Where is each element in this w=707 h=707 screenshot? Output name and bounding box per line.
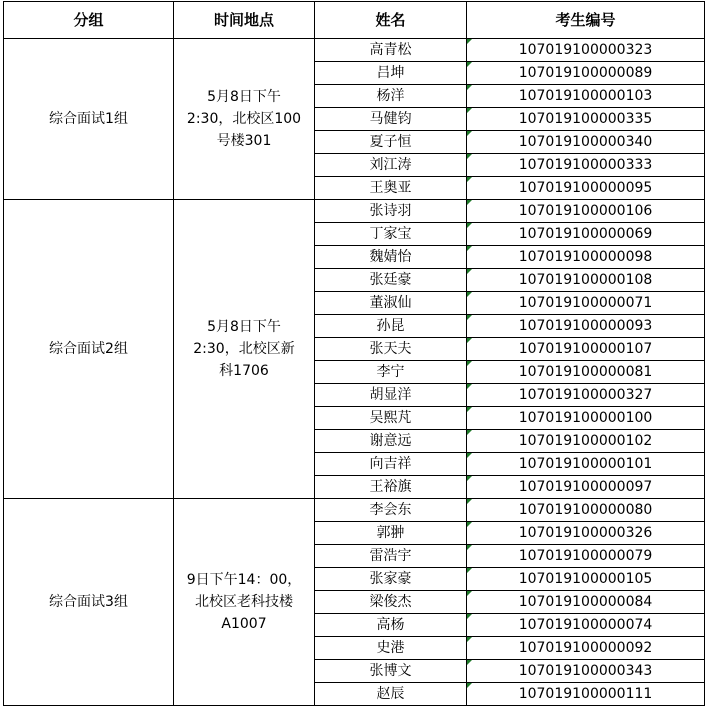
group-name-cell: 综合面试2组 (4, 200, 174, 499)
student-name-cell: 马健钧 (315, 108, 467, 131)
text-number-indicator-icon (467, 407, 472, 412)
candidate-id-text: 107019100000111 (518, 686, 653, 702)
candidate-id-text: 107019100000081 (518, 364, 653, 380)
candidate-id-cell (467, 591, 705, 614)
student-name-cell: 夏子恒 (315, 131, 467, 154)
candidate-id-text: 107019100000343 (518, 663, 653, 679)
header-cell-group: 分组 (4, 2, 174, 39)
candidate-id-cell (467, 614, 705, 637)
candidate-id-text: 107019100000074 (518, 617, 653, 633)
text-number-indicator-icon (467, 614, 472, 619)
time-location-line: 科1706 (219, 363, 269, 379)
candidate-id-text: 107019100000098 (518, 249, 653, 265)
text-number-indicator-icon (467, 568, 472, 573)
student-name-cell: 魏婧怡 (315, 246, 467, 269)
student-name-cell: 吴熙芃 (315, 407, 467, 430)
text-number-indicator-icon (467, 269, 472, 274)
student-name-cell: 王裕旗 (315, 476, 467, 499)
time-location-cell (174, 200, 315, 499)
candidate-id-cell (467, 62, 705, 85)
candidate-id-text: 107019100000323 (518, 42, 653, 58)
candidate-id-cell (467, 269, 705, 292)
candidate-id-cell (467, 637, 705, 660)
text-number-indicator-icon (467, 522, 472, 527)
candidate-id-text: 107019100000105 (518, 571, 653, 587)
table-row (4, 200, 705, 223)
time-location-line: 2:30，北校区100 (186, 111, 302, 127)
header-cell-time-location: 时间地点 (174, 2, 315, 39)
candidate-id-cell (467, 430, 705, 453)
candidate-id-text: 107019100000079 (518, 548, 653, 564)
student-name-cell: 刘江涛 (315, 154, 467, 177)
time-location-line: 北校区老科技楼 (195, 594, 293, 610)
header-row (4, 2, 705, 39)
text-number-indicator-icon (467, 338, 472, 343)
candidate-id-cell (467, 39, 705, 62)
text-number-indicator-icon (467, 85, 472, 90)
candidate-id-cell (467, 361, 705, 384)
text-number-indicator-icon (467, 315, 472, 320)
candidate-id-text: 107019100000097 (518, 479, 653, 495)
time-location-line: 5月8日下午 (207, 319, 281, 335)
candidate-id-cell (467, 522, 705, 545)
text-number-indicator-icon (467, 62, 472, 67)
candidate-id-text: 107019100000101 (518, 456, 653, 472)
candidate-id-cell (467, 154, 705, 177)
student-name-cell: 雷浩宇 (315, 545, 467, 568)
candidate-id-cell (467, 384, 705, 407)
candidate-id-cell (467, 338, 705, 361)
candidate-id-text: 107019100000100 (518, 410, 653, 426)
candidate-id-cell (467, 85, 705, 108)
candidate-id-text: 107019100000340 (518, 134, 653, 150)
text-number-indicator-icon (467, 131, 472, 136)
time-location-line: 号楼301 (216, 133, 272, 149)
candidate-id-text: 107019100000069 (518, 226, 653, 242)
text-number-indicator-icon (467, 499, 472, 504)
text-number-indicator-icon (467, 177, 472, 182)
candidate-id-text: 107019100000093 (518, 318, 653, 334)
text-number-indicator-icon (467, 384, 472, 389)
text-number-indicator-icon (467, 246, 472, 251)
student-name-cell: 胡显洋 (315, 384, 467, 407)
student-name-cell: 向吉祥 (315, 453, 467, 476)
student-name-cell: 张天夫 (315, 338, 467, 361)
time-location-cell (174, 499, 315, 706)
student-name-cell: 谢意远 (315, 430, 467, 453)
candidate-id-text: 107019100000106 (518, 203, 653, 219)
student-name-cell: 杨洋 (315, 85, 467, 108)
candidate-id-cell (467, 660, 705, 683)
group-name-cell: 综合面试3组 (4, 499, 174, 706)
text-number-indicator-icon (467, 637, 472, 642)
candidate-id-text: 107019100000335 (518, 111, 653, 127)
text-number-indicator-icon (467, 292, 472, 297)
candidate-id-cell (467, 683, 705, 706)
student-name-cell: 梁俊杰 (315, 591, 467, 614)
text-number-indicator-icon (467, 683, 472, 688)
student-name-cell: 李宁 (315, 361, 467, 384)
text-number-indicator-icon (467, 453, 472, 458)
interview-schedule-table (3, 1, 705, 706)
candidate-id-text: 107019100000107 (518, 341, 653, 357)
candidate-id-text: 107019100000326 (518, 525, 653, 541)
text-number-indicator-icon (467, 361, 472, 366)
candidate-id-cell (467, 246, 705, 269)
candidate-id-cell (467, 476, 705, 499)
candidate-id-cell (467, 200, 705, 223)
text-number-indicator-icon (467, 39, 472, 44)
candidate-id-text: 107019100000327 (518, 387, 653, 403)
text-number-indicator-icon (467, 108, 472, 113)
text-number-indicator-icon (467, 591, 472, 596)
time-location-cell (174, 39, 315, 200)
text-number-indicator-icon (467, 430, 472, 435)
candidate-id-text: 107019100000080 (518, 502, 653, 518)
student-name-cell: 张廷豪 (315, 269, 467, 292)
table-row (4, 499, 705, 522)
student-name-cell: 赵辰 (315, 683, 467, 706)
table-body (4, 2, 705, 706)
student-name-cell: 董淑仙 (315, 292, 467, 315)
candidate-id-cell (467, 315, 705, 338)
text-number-indicator-icon (467, 476, 472, 481)
candidate-id-cell (467, 131, 705, 154)
student-name-cell: 李会东 (315, 499, 467, 522)
header-cell-name: 姓名 (315, 2, 467, 39)
table-row (4, 39, 705, 62)
candidate-id-cell (467, 453, 705, 476)
text-number-indicator-icon (467, 154, 472, 159)
text-number-indicator-icon (467, 545, 472, 550)
student-name-cell: 高杨 (315, 614, 467, 637)
time-location-line: 5月8日下午 (207, 89, 281, 105)
header-cell-candidate-id: 考生编号 (467, 2, 705, 39)
text-number-indicator-icon (467, 223, 472, 228)
text-number-indicator-icon (467, 660, 472, 665)
candidate-id-text: 107019100000089 (518, 65, 653, 81)
candidate-id-cell (467, 545, 705, 568)
candidate-id-text: 107019100000084 (518, 594, 653, 610)
time-location-line: A1007 (221, 616, 267, 632)
time-location-line: 9日下午14：00， (186, 572, 302, 588)
student-name-cell: 史港 (315, 637, 467, 660)
candidate-id-text: 107019100000108 (518, 272, 653, 288)
student-name-cell: 丁家宝 (315, 223, 467, 246)
student-name-cell: 孙昆 (315, 315, 467, 338)
student-name-cell: 王奥亚 (315, 177, 467, 200)
candidate-id-text: 107019100000095 (518, 180, 653, 196)
candidate-id-text: 107019100000333 (518, 157, 653, 173)
student-name-cell: 张博文 (315, 660, 467, 683)
time-location-line: 2:30，北校区新 (193, 341, 295, 357)
candidate-id-text: 107019100000102 (518, 433, 653, 449)
text-number-indicator-icon (467, 200, 472, 205)
student-name-cell: 吕坤 (315, 62, 467, 85)
student-name-cell: 张诗羽 (315, 200, 467, 223)
student-name-cell: 高青松 (315, 39, 467, 62)
candidate-id-cell (467, 292, 705, 315)
candidate-id-cell (467, 177, 705, 200)
candidate-id-cell (467, 407, 705, 430)
candidate-id-cell (467, 223, 705, 246)
candidate-id-cell (467, 499, 705, 522)
group-name-cell: 综合面试1组 (4, 39, 174, 200)
candidate-id-cell (467, 108, 705, 131)
candidate-id-cell (467, 568, 705, 591)
candidate-id-text: 107019100000071 (518, 295, 653, 311)
student-name-cell: 郭翀 (315, 522, 467, 545)
student-name-cell: 张家豪 (315, 568, 467, 591)
candidate-id-text: 107019100000092 (518, 640, 653, 656)
candidate-id-text: 107019100000103 (518, 88, 653, 104)
